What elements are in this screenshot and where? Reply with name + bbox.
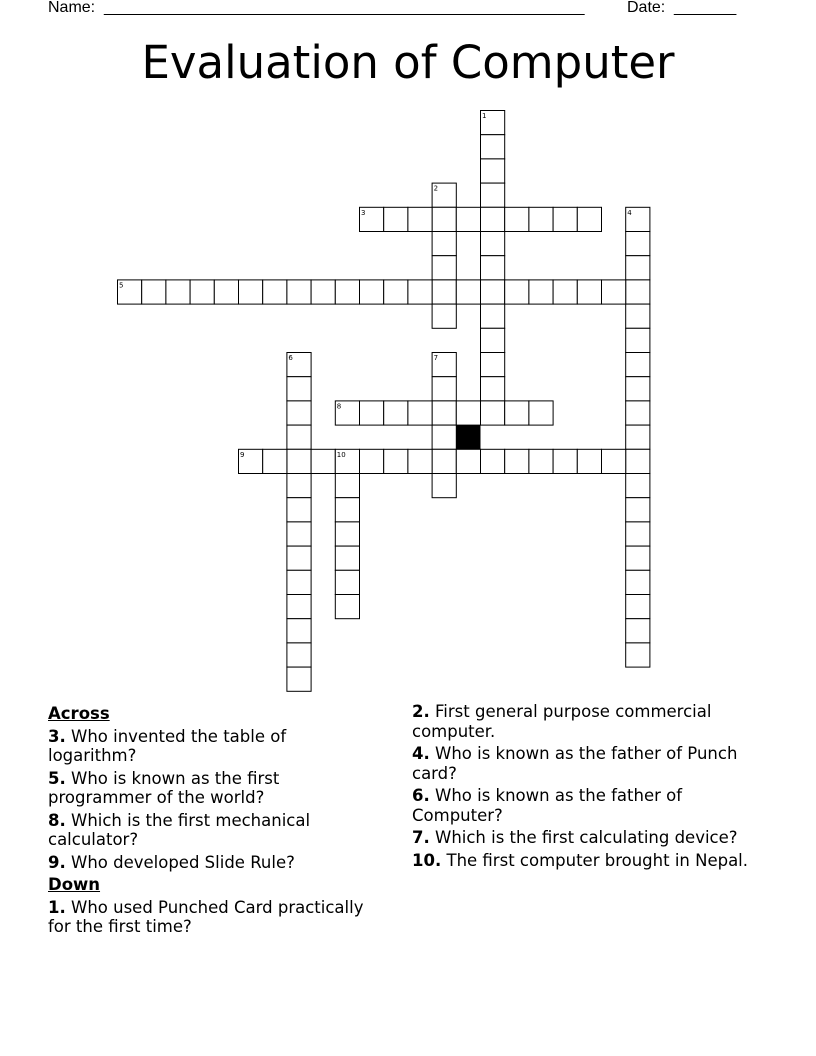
grid-cell[interactable]	[287, 546, 311, 570]
clue-number-6: 6	[288, 354, 293, 362]
grid-cell[interactable]	[456, 207, 480, 231]
grid-cell[interactable]	[408, 280, 432, 304]
down-clue-2	[412, 702, 757, 741]
clue-text: Who is known as the first programmer of the world?	[48, 768, 280, 807]
grid-cell[interactable]	[481, 449, 505, 473]
grid-cell[interactable]	[481, 353, 505, 377]
grid-cell[interactable]	[626, 643, 650, 667]
grid-cell[interactable]	[626, 353, 650, 377]
grid-cell[interactable]	[311, 449, 335, 473]
grid-cell[interactable]	[481, 377, 505, 401]
grid-cell[interactable]	[529, 401, 553, 425]
grid-cell[interactable]	[456, 401, 480, 425]
grid-cell[interactable]	[602, 449, 626, 473]
clue-number-1: 1	[482, 112, 487, 120]
clue-number-8: 8	[336, 402, 342, 411]
grid-cell[interactable]	[287, 498, 311, 522]
grid-cell[interactable]	[553, 207, 577, 231]
down-clue-10	[412, 851, 757, 871]
grid-cell[interactable]	[408, 207, 432, 231]
grid-cell[interactable]	[287, 667, 311, 691]
across-clue-5	[48, 769, 378, 808]
clue-number-7: 7	[433, 354, 439, 362]
grid-cell[interactable]	[481, 256, 505, 280]
clue-number: 5.	[48, 768, 66, 788]
grid-cell[interactable]	[166, 280, 190, 304]
grid-cell[interactable]	[432, 256, 456, 280]
clue-number-9: 9	[240, 450, 245, 459]
grid-cell[interactable]	[335, 522, 359, 546]
grid-cell[interactable]	[626, 377, 650, 401]
grid-cell[interactable]	[456, 449, 480, 473]
clue-text: Which is the first calculating device?	[435, 828, 738, 847]
grid-cell[interactable]	[553, 280, 577, 304]
grid-cell[interactable]	[335, 474, 359, 498]
clue-number: 1.	[48, 897, 66, 917]
grid-cell[interactable]	[432, 474, 456, 498]
grid-cell[interactable]	[287, 401, 311, 425]
grid-cell[interactable]	[432, 280, 456, 304]
grid-cell[interactable]	[626, 570, 650, 594]
grid-cell[interactable]	[529, 449, 553, 473]
name-blank: ______________________________________________________	[104, 0, 585, 16]
grid-cell[interactable]	[239, 280, 263, 304]
grid-cell[interactable]	[287, 643, 311, 667]
across-clue-8	[48, 811, 378, 850]
grid-cell[interactable]	[529, 280, 553, 304]
clue-text: Who is known as the father of Computer?	[412, 786, 683, 825]
across-clue-9	[48, 853, 378, 873]
grid-cell[interactable]	[432, 401, 456, 425]
grid-cell[interactable]	[626, 474, 650, 498]
grid-cell[interactable]	[577, 207, 601, 231]
grid-cell[interactable]	[432, 377, 456, 401]
grid-cell[interactable]	[287, 449, 311, 473]
across-heading: Across	[48, 704, 110, 723]
clue-number: 2.	[412, 702, 430, 721]
grid-cell[interactable]	[360, 449, 384, 473]
grid-cell[interactable]	[505, 280, 529, 304]
grid-cell[interactable]	[384, 280, 408, 304]
clue-number: 7.	[412, 828, 430, 847]
grid-cell[interactable]	[408, 449, 432, 473]
grid-cell[interactable]	[626, 280, 650, 304]
grid-cell[interactable]	[311, 280, 335, 304]
across-clue-3	[48, 727, 378, 766]
grid-cell[interactable]	[626, 328, 650, 352]
down-clue-6	[412, 786, 757, 825]
date-label: Date:	[627, 0, 666, 16]
grid-cell[interactable]	[335, 546, 359, 570]
grid-cell[interactable]	[505, 449, 529, 473]
grid-cell[interactable]	[481, 207, 505, 231]
grid-cell[interactable]	[626, 256, 650, 280]
clue-number-5: 5	[119, 281, 124, 290]
grid-cell[interactable]	[432, 232, 456, 256]
grid-cell[interactable]	[432, 449, 456, 473]
grid-cell[interactable]	[626, 304, 650, 328]
clue-number-2: 2	[433, 184, 439, 193]
down-clue-4	[412, 744, 757, 783]
clue-number: 4.	[412, 744, 430, 763]
grid-cell[interactable]	[287, 425, 311, 449]
clue-text: Who invented the table of logarithm?	[48, 726, 287, 765]
grid-cell[interactable]	[360, 401, 384, 425]
name-label: Name:	[48, 0, 96, 16]
clue-number: 10.	[412, 850, 442, 870]
grid-cell[interactable]	[626, 546, 650, 570]
grid-cell[interactable]	[287, 619, 311, 643]
grid-cell[interactable]	[263, 449, 287, 473]
down-heading: Down	[48, 875, 101, 894]
grid-cell[interactable]	[626, 595, 650, 619]
grid-cell[interactable]	[190, 280, 214, 304]
grid-cell[interactable]	[626, 449, 650, 473]
clue-number-10: 10	[336, 450, 346, 459]
grid-cell[interactable]	[481, 280, 505, 304]
grid-cell[interactable]	[335, 595, 359, 619]
grid-cell[interactable]	[287, 522, 311, 546]
clue-number: 9.	[48, 852, 66, 872]
grid-cell[interactable]	[481, 232, 505, 256]
grid-cell[interactable]	[577, 449, 601, 473]
clues-right-column	[412, 702, 757, 873]
grid-cell[interactable]	[602, 280, 626, 304]
grid-cell[interactable]	[287, 595, 311, 619]
grid-cell[interactable]	[287, 474, 311, 498]
grid-cell[interactable]	[142, 280, 166, 304]
grid-cell[interactable]	[481, 401, 505, 425]
clue-text: Who is known as the father of Punch card?	[412, 744, 738, 783]
grid-cell[interactable]	[432, 425, 456, 449]
clue-number-4: 4	[627, 208, 632, 217]
grid-cell[interactable]	[335, 280, 359, 304]
grid-cell[interactable]	[626, 498, 650, 522]
grid-cell[interactable]	[384, 449, 408, 473]
grid-cell[interactable]	[335, 498, 359, 522]
grid-cell[interactable]	[505, 207, 529, 231]
grid-cell[interactable]	[626, 425, 650, 449]
grid-cell[interactable]	[214, 280, 238, 304]
grid-cell[interactable]	[577, 280, 601, 304]
grid-cell[interactable]	[626, 522, 650, 546]
clue-number: 8.	[48, 810, 66, 830]
grid-cell[interactable]	[626, 619, 650, 643]
clue-number: 6.	[412, 786, 430, 805]
down-clue-7	[412, 828, 757, 848]
clue-text: The first computer brought in Nepal.	[446, 850, 749, 870]
grid-cell[interactable]	[626, 232, 650, 256]
clue-text: Who used Punched Card practically for the first time?	[48, 897, 364, 936]
grid-cell[interactable]	[481, 183, 505, 207]
grid-cell[interactable]	[408, 401, 432, 425]
page-title: Evaluation of Computer	[141, 36, 675, 89]
grid-cell[interactable]	[384, 207, 408, 231]
grid-cell[interactable]	[384, 401, 408, 425]
grid-cell[interactable]	[505, 401, 529, 425]
grid-cell[interactable]	[287, 570, 311, 594]
clue-number: 3.	[48, 726, 66, 746]
grid-cell[interactable]	[626, 401, 650, 425]
clue-text: Who developed Slide Rule?	[71, 852, 295, 872]
clue-text: First general purpose commercial computer.	[412, 702, 712, 741]
grid-cell[interactable]	[553, 449, 577, 473]
grid-cell[interactable]	[432, 304, 456, 328]
grid-cell[interactable]	[481, 135, 505, 159]
date-blank: _______	[674, 0, 737, 16]
grid-cell[interactable]	[481, 159, 505, 183]
grid-cell[interactable]	[481, 328, 505, 352]
grid-cell[interactable]	[287, 377, 311, 401]
grid-cell[interactable]	[432, 207, 456, 231]
black-block-cell	[456, 425, 480, 449]
grid-cell[interactable]	[529, 207, 553, 231]
grid-cell[interactable]	[287, 280, 311, 304]
clue-text: Which is the first mechanical calculator?	[48, 810, 311, 849]
clues-left-column	[48, 702, 378, 940]
grid-cell[interactable]	[263, 280, 287, 304]
clue-number-3: 3	[361, 208, 366, 217]
grid-cell[interactable]	[456, 280, 480, 304]
down-clue-1	[48, 898, 378, 937]
grid-cell[interactable]	[360, 280, 384, 304]
grid-cell[interactable]	[335, 570, 359, 594]
grid-cell[interactable]	[481, 304, 505, 328]
